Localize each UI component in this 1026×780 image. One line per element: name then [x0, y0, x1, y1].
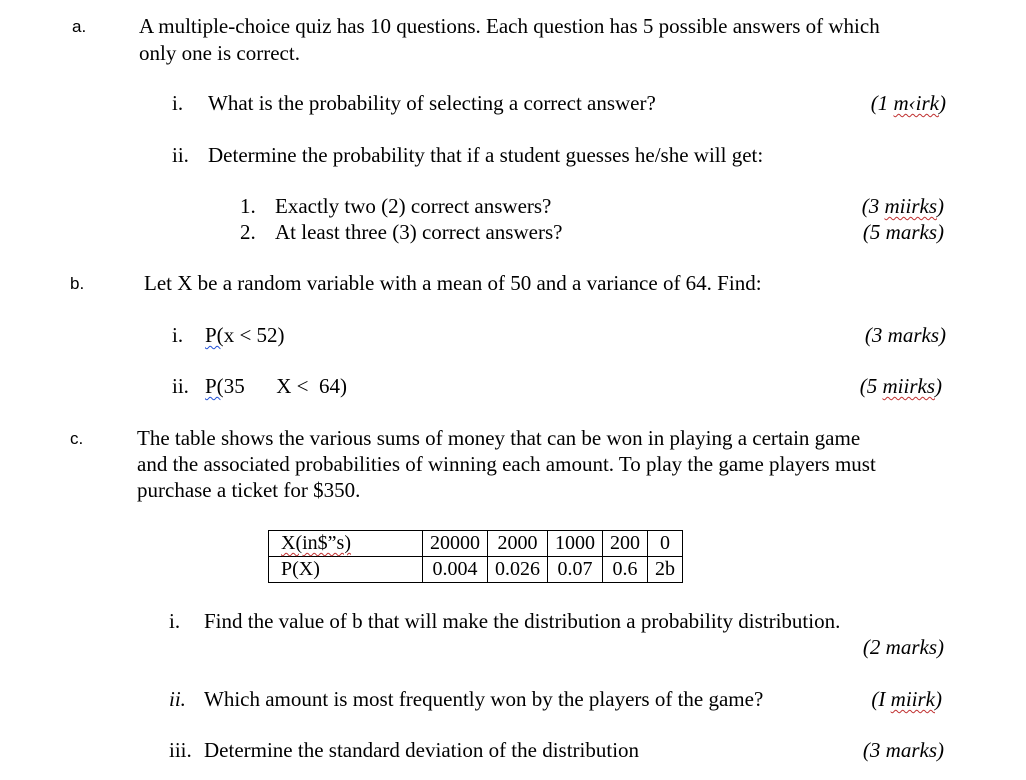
- part-b-ii-expression: P(35 X < 64): [205, 374, 347, 398]
- table-cell: 0.026: [488, 557, 548, 583]
- part-a-sub-1-marks: (3 miirks): [861, 194, 944, 218]
- part-c-iii-number: iii.: [169, 738, 192, 762]
- part-a-i-marks: (1 m‹irk): [870, 91, 946, 115]
- table-cell: 0.6: [603, 557, 648, 583]
- part-c-ii-number: ii.: [169, 687, 186, 711]
- probability-distribution-table: [268, 530, 683, 583]
- part-c-text-line-1: The table shows the various sums of money that can be won in playing a certain game: [137, 426, 861, 450]
- table-cell: 0.07: [548, 557, 603, 583]
- part-c-i-marks: (2 marks): [862, 635, 944, 659]
- part-a-sub-1-question: Exactly two (2) correct answers?: [275, 194, 552, 218]
- table-cell: 20000: [423, 531, 488, 557]
- part-b-ii-number: ii.: [172, 374, 189, 398]
- table-header-amount: X(in$”s): [269, 531, 423, 557]
- part-c-ii-question: Which amount is most frequently won by the players of the game?: [204, 687, 764, 711]
- table-cell: 1000: [548, 531, 603, 557]
- table-row-amounts: [269, 531, 683, 557]
- part-c-iii-marks: (3 marks): [862, 738, 944, 762]
- part-c-i-question: Find the value of b that will make the distribution a probability distribution.: [204, 609, 841, 633]
- part-b-question: Let X be a random variable with a mean of 50 and a variance of 64. Find:: [144, 271, 762, 295]
- part-b-i-expression: P(x < 52): [205, 323, 285, 347]
- part-c-iii-question: Determine the standard deviation of the distribution: [204, 738, 640, 762]
- part-c-label: c.: [70, 429, 84, 448]
- table-cell: 2b: [648, 557, 683, 583]
- part-b-ii-marks: (5 miirks): [859, 374, 942, 398]
- part-a-question-line-1: A multiple-choice quiz has 10 questions. Each question has 5 possible answers of which: [139, 14, 880, 38]
- part-c-i-number: i.: [169, 609, 181, 633]
- table-cell: 2000: [488, 531, 548, 557]
- table-cell: 0: [648, 531, 683, 557]
- part-b-i-marks: (3 marks): [864, 323, 946, 347]
- part-a-question-line-2: only one is correct.: [139, 41, 300, 65]
- part-a-ii-question: Determine the probability that if a student guesses he/she will get:: [208, 143, 764, 167]
- part-b-label: b.: [70, 274, 85, 293]
- part-c-text-line-2: and the associated probabilities of winning each amount. To play the game players must: [137, 452, 876, 476]
- part-a-label: a.: [72, 17, 87, 36]
- part-c-text-line-3: purchase a ticket for $350.: [137, 478, 361, 502]
- table-row-probabilities: [269, 557, 683, 583]
- table-cell: 200: [603, 531, 648, 557]
- table-cell: 0.004: [423, 557, 488, 583]
- part-c-ii-marks: (I miirk): [871, 687, 942, 711]
- part-a-i-question: What is the probability of selecting a correct answer?: [208, 91, 656, 115]
- table-header-probability: P(X): [269, 557, 423, 583]
- part-a-sub-2-marks: (5 marks): [862, 220, 944, 244]
- part-a-sub-2-question: At least three (3) correct answers?: [275, 220, 563, 244]
- part-b-i-number: i.: [172, 323, 184, 347]
- part-a-sub-2-number: 2.: [240, 220, 256, 244]
- part-a-i-number: i.: [172, 91, 184, 115]
- part-a-sub-1-number: 1.: [240, 194, 256, 218]
- part-a-ii-number: ii.: [172, 143, 189, 167]
